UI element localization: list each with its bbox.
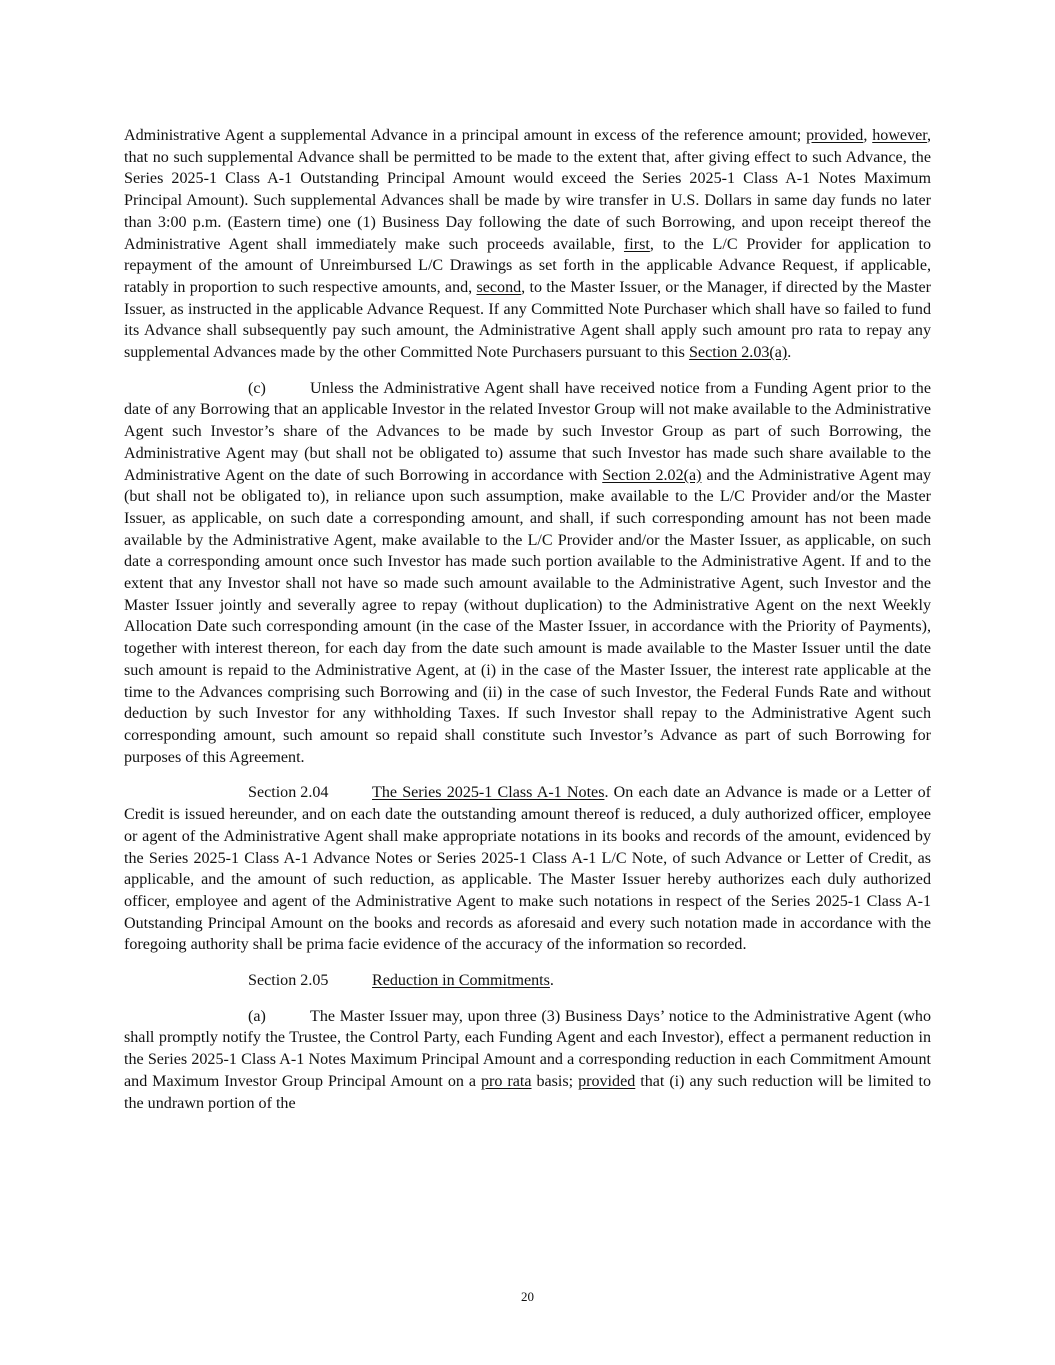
page-number: 20 — [521, 1289, 534, 1304]
paragraph-a: (a) The Master Issuer may, upon three (3) Business Days’ notice to the Administrative Agent (who shall promptly notify the Trustee, the Control Party, each Funding Agent and each Investor), effect a permanent reduction in the Series 2025-1 Class A-1 Notes Maximum Principal Amount and a corresponding reduction in each Commitment Amount and Maximum Investor Group Principal Amount on a pro rata basis; provided that (i) any such reduction will be limited to the undrawn portion of the — [124, 1007, 932, 1112]
section-reference: Section 2.03(a) — [688, 344, 788, 362]
section-heading: Reduction in Commitments — [372, 972, 550, 990]
subsection-label: (c) — [248, 379, 266, 397]
underlined-term: provided — [806, 127, 864, 144]
paragraph-supplemental-advance: Administrative Agent a supplemental Advance in a principal amount in excess of the reference amount; provided, however, that no such supplemental Advance shall be permitted to be made to the extent that, after giving effect to such Advance, the Series 2025-1 Class A-1 Outstanding Principal Amount would exceed the Series 2025-1 Class A-1 Notes Maximum Principal Amount). Such supplemental Advances shall be made by wire transfer in U.S. Dollars in same day funds no later than 3:00 p.m. (Eastern time) one (1) Business Day following the date of such Borrowing, and upon receipt thereof the Administrative Agent shall immediately make such proceeds available, first, to the L/C Provider for application to repayment of the amount of Unreimbursed L/C Drawings as set forth in the applicable Advance Request, if applicable, ratably in proportion to such respective amounts, and, second, to the Master Issuer, or the Manager, if directed by the Master Issuer, as instructed in the applicable Advance Request. If any Committed Note Purchaser which shall have so failed to fund its Advance shall subsequently pay such amount, the Administrative Agent shall apply such amount pro rata to repay any supplemental Advances made by the other Committed Note Purchasers pursuant to this Section 2.03(a). — [124, 127, 932, 362]
underlined-term: provided — [578, 1072, 636, 1090]
subsection-label: (a) — [248, 1007, 266, 1025]
section-number: Section 2.04 — [248, 784, 329, 802]
underlined-term: however — [872, 127, 927, 144]
paragraph-section-2-04: Section 2.04 The Series 2025-1 Class A-1 Notes. On each date an Advance is made or a Letter of Credit is issued hereunder, and on each date the outstanding amount thereof is reduced, a duly authorized officer, employee or agent of the Administrative Agent shall make appropriate notations in its books and records of the amount, evidenced by the Series 2025-1 Class A-1 Advance Notes or Series 2025-1 Class A-1 L/C Note, of such Advance or Letter of Credit, as applicable, and the amount of such reduction, as applicable. The Master Issuer hereby authorizes each duly authorized officer, employee and agent of the Administrative Agent to make such notations in respect of the Series 2025-1 Class A-1 Outstanding Principal Amount on the books and records as aforesaid and every such notation made in accordance with the foregoing authority shall be prima facie evidence of the accuracy of the information so recorded. — [124, 784, 932, 954]
section-reference: Section 2.02(a) — [602, 466, 702, 484]
section-number: Section 2.05 — [248, 972, 329, 990]
underlined-term: second — [476, 278, 522, 296]
underlined-term: pro rata — [480, 1072, 532, 1090]
paragraph-c: (c) Unless the Administrative Agent shall have received notice from a Funding Agent prior to the date of any Borrowing that an applicable Investor in the related Investor Group will not make available to the Administrative Agent such Investor’s share of the Advances to be made by such Investor Group as part of such Borrowing, the Administrative Agent may (but shall not be obligated to) assume that such Investor has made such share available to the Administrative Agent on the date of such Borrowing in accordance with Section 2.02(a) and the Administrative Agent may (but shall not be obligated to), in reliance upon such assumption, make available to the L/C Provider and/or the Master Issuer, as applicable, on such date a corresponding amount, and shall, if such corresponding amount has not been made available by the Administrative Agent, make available to the L/C Provider and/or the Master Issuer, as applicable, on such date a corresponding amount once such Investor has made such portion available to the Administrative Agent. If and to the extent that any Investor shall not have so made such amount available to the Administrative Agent, such Investor and the Master Issuer jointly and severally agree to repay (without duplication) to the Administrative Agent on the next Weekly Allocation Date such corresponding amount (in the case of the Master Issuer, in accordance with the Priority of Payments), together with interest thereon, for each day from the date such amount is made available to the Master Issuer until the date such amount is repaid to the Administrative Agent, at (i) in the case of the Master Issuer, the interest rate applicable at the time to the Advances comprising such Borrowing and (ii) in the case of such Investor, the Federal Funds Rate and without deduction by such Investor for any withholding Taxes. If such Investor shall repay to the Administrative Agent such corresponding amount, such amount so repaid shall constitute such Investor’s Advance as part of such Borrowing for purposes of this Agreement. — [124, 379, 932, 766]
section-heading: The Series 2025-1 Class A-1 Notes — [372, 784, 605, 802]
paragraph-section-2-05: Section 2.05 Reduction in Commitments. — [124, 970, 931, 992]
document-body — [124, 125, 931, 1128]
underlined-term: first — [623, 235, 650, 253]
